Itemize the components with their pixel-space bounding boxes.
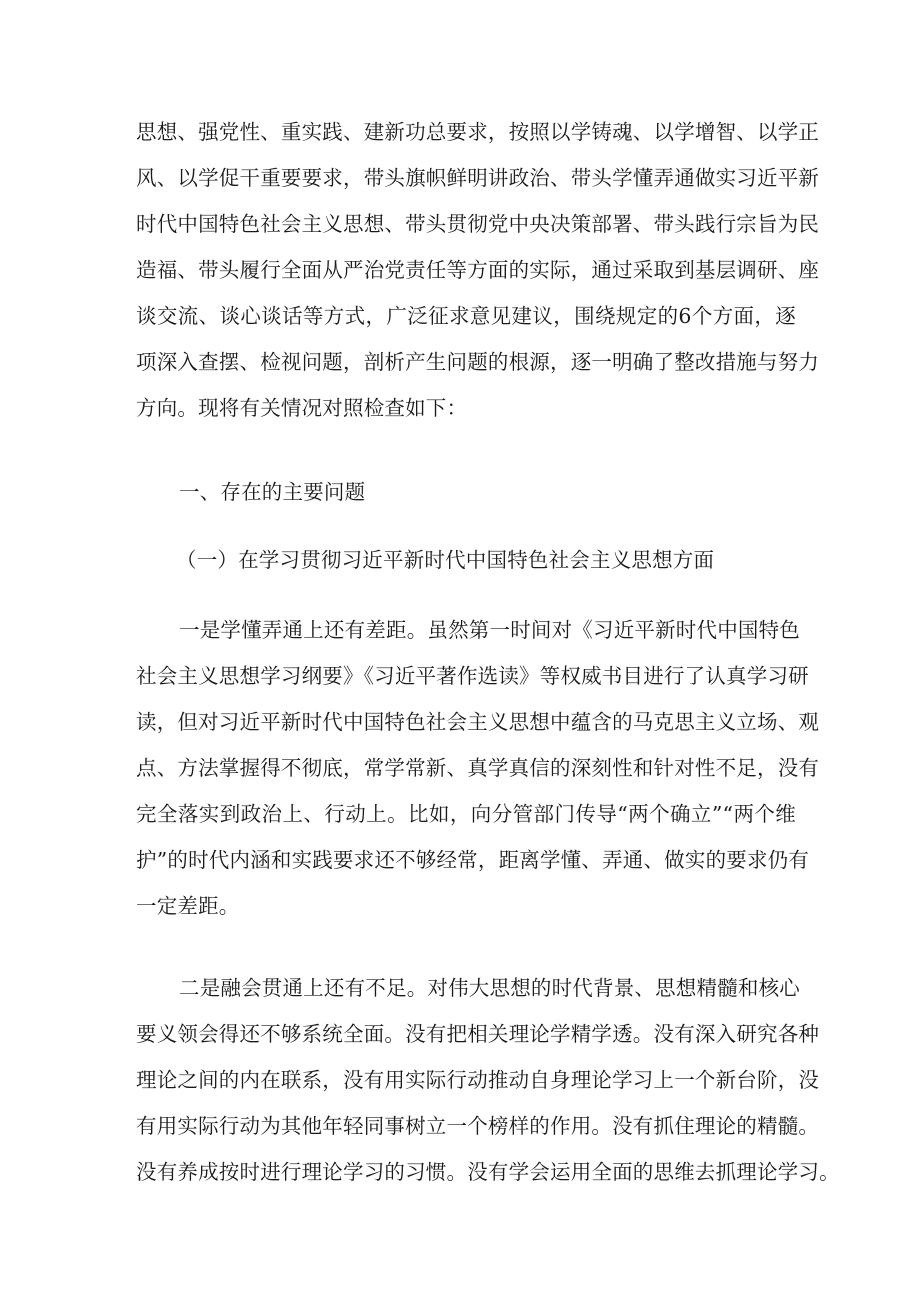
para-two-line-4: 有用实际行动为其他年轻同事树立一个榜样的作用。没有抓住理论的精髓。 <box>136 1114 820 1138</box>
para-one-line-7: 一定差距。 <box>136 894 240 918</box>
para-two-line-3: 理论之间的内在联系，没有用实际行动推动自身理论学习上一个新台阶，没 <box>136 1068 820 1092</box>
para-one-line-1: 一是学懂弄通上还有差距。虽然第一时间对《习近平新时代中国特色 <box>179 618 800 642</box>
para-two-line-2: 要义领会得还不够系统全面。没有把相关理论学精学透。没有深入研究各种 <box>136 1022 820 1046</box>
section-heading: 一、存在的主要问题 <box>179 480 366 504</box>
para-one-line-5: 完全落实到政治上、行动上。比如，向分管部门传导“两个确立”“两个维 <box>136 802 796 826</box>
intro-line-1: 思想、强党性、重实践、建新功总要求，按照以学铸魂、以学增智、以学正 <box>136 120 820 144</box>
intro-line-7: 方向。现将有关情况对照检查如下： <box>136 396 468 420</box>
intro-line-5: 谈交流、谈心谈话等方式，广泛征求意见建议，围绕规定的6个方面，逐 <box>136 304 796 328</box>
para-two-line-1: 二是融会贯通上还有不足。对伟大思想的时代背景、思想精髓和核心 <box>179 976 800 1000</box>
para-two-line-5: 没有养成按时进行理论学习的习惯。没有学会运用全面的思维去抓理论学习。 <box>136 1160 840 1184</box>
para-one-line-6: 护”的时代内涵和实践要求还不够经常，距离学懂、弄通、做实的要求仍有 <box>136 848 810 872</box>
para-one-line-4: 点、方法掌握得不彻底，常学常新、真学真信的深刻性和针对性不足，没有 <box>136 756 820 780</box>
intro-line-3: 时代中国特色社会主义思想、带头贯彻党中央决策部署、带头践行宗旨为民 <box>136 212 820 236</box>
intro-line-2: 风、以学促干重要要求，带头旗帜鲜明讲政治、带头学懂弄通做实习近平新 <box>136 166 820 190</box>
intro-line-4: 造福、带头履行全面从严治党责任等方面的实际，通过采取到基层调研、座 <box>136 258 820 282</box>
intro-line-6: 项深入查摆、检视问题，剖析产生问题的根源，逐一明确了整改措施与努力 <box>136 350 820 374</box>
para-one-line-2: 社会主义思想学习纲要》《习近平著作选读》等权威书目进行了认真学习研 <box>136 664 809 688</box>
para-one-line-3: 读，但对习近平新时代中国特色社会主义思想中蕴含的马克思主义立场、观 <box>136 710 820 734</box>
subsection-heading: （一）在学习贯彻习近平新时代中国特色社会主义思想方面 <box>176 548 715 572</box>
